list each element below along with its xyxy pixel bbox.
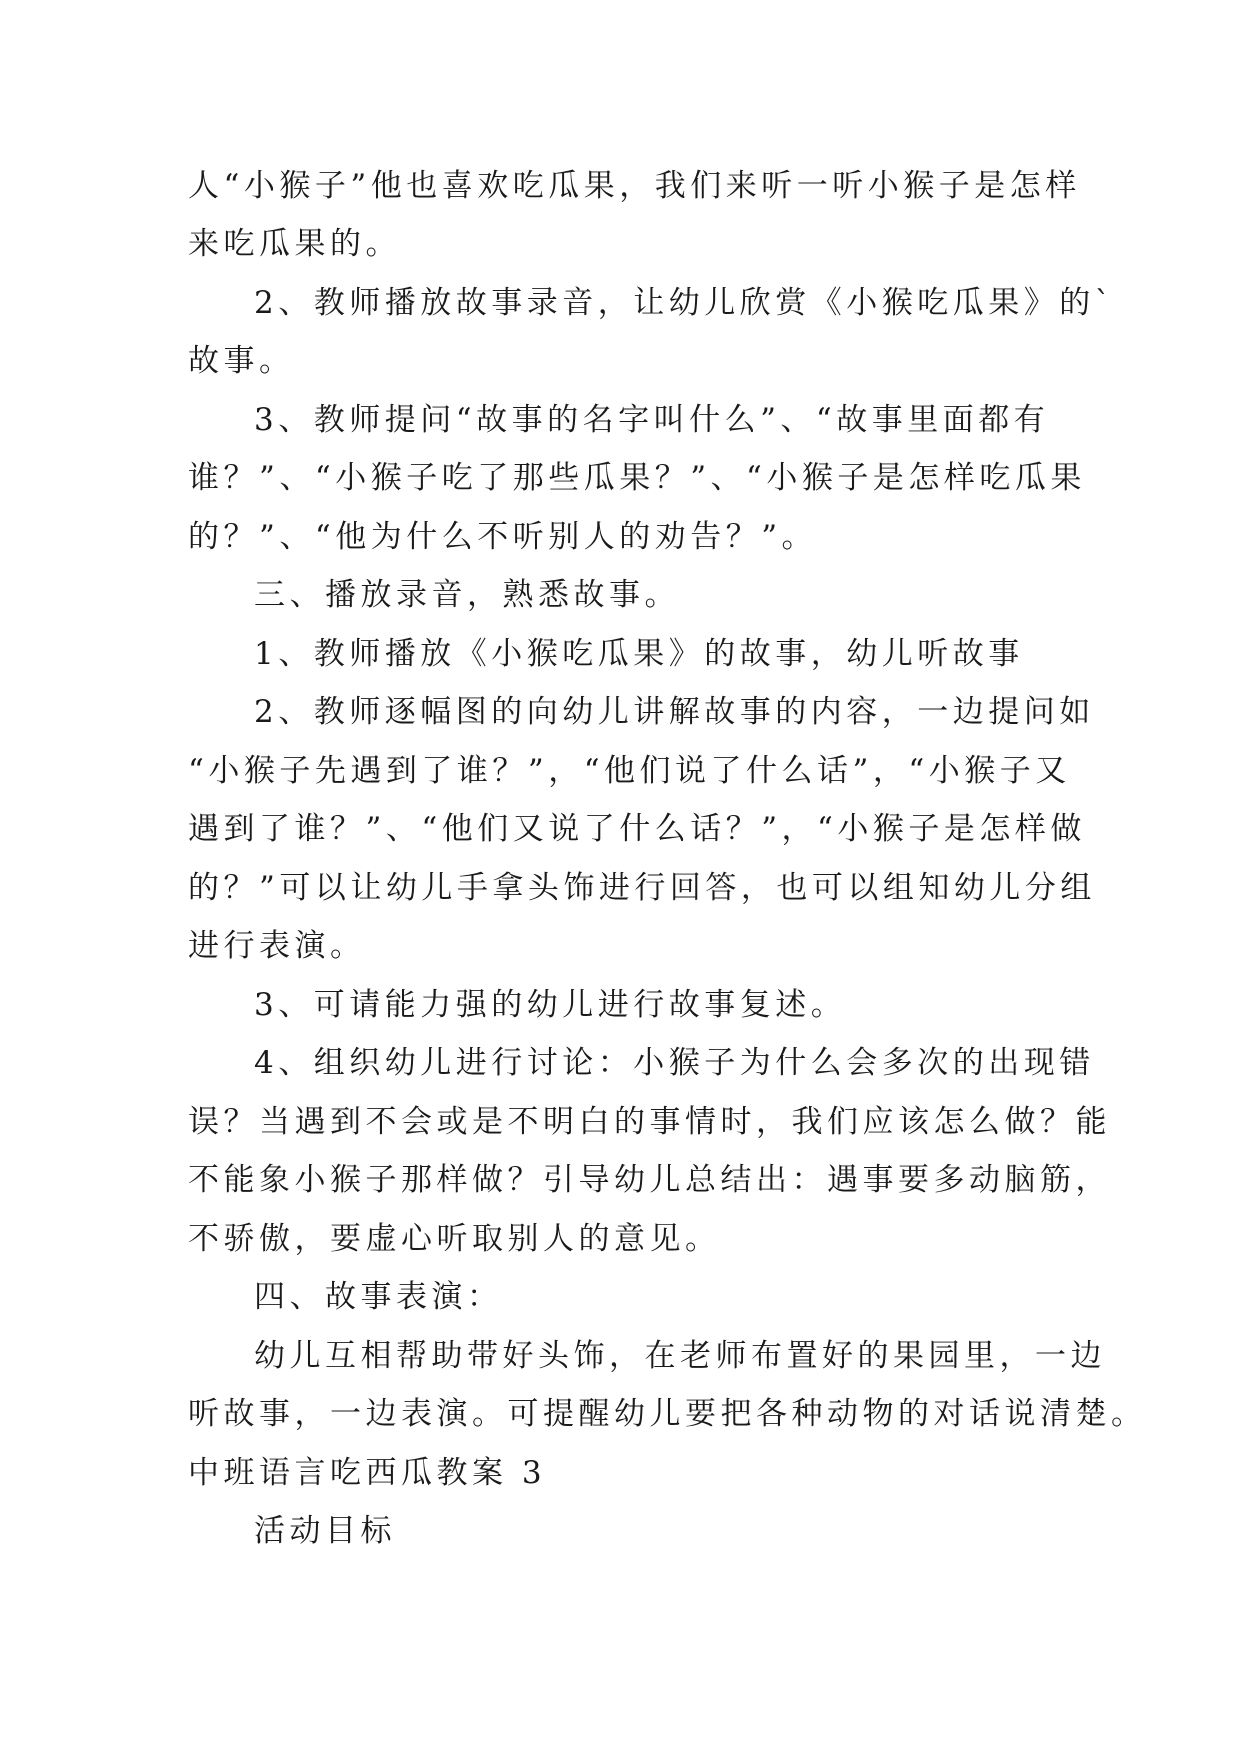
text-line: 3、可请能力强的幼儿进行故事复述。 (254, 987, 847, 1023)
text-line: 2、教师播放故事录音，让幼儿欣赏《小猴吃瓜果》的` (254, 285, 1115, 321)
text-line: 故事。 (188, 343, 295, 379)
text-line: 进行表演。 (188, 928, 366, 964)
text-line: 4、组织幼儿进行讨论：小猴子为什么会多次的出现错 (254, 1045, 1095, 1081)
text-line: 遇到了谁？”、“他们又说了什么话？”，“小猴子是怎样做 (188, 811, 1086, 847)
text-line: 来吃瓜果的。 (188, 226, 401, 262)
text-line: 2、教师逐幅图的向幼儿讲解故事的内容，一边提问如 (254, 694, 1095, 730)
text-line: 幼儿互相帮助带好头饰，在老师布置好的果园里，一边 (254, 1338, 1106, 1374)
text-line: 1、教师播放《小猴吃瓜果》的故事，幼儿听故事 (254, 636, 1024, 672)
section-heading: 四、故事表演： (254, 1279, 503, 1315)
text-line: 听故事，一边表演。可提醒幼儿要把各种动物的对话说清楚。 (188, 1396, 1147, 1432)
section-heading: 三、播放录音，熟悉故事。 (254, 577, 680, 613)
text-line: 不骄傲，要虚心听取别人的意见。 (188, 1221, 721, 1257)
section-heading: 活动目标 (254, 1513, 396, 1549)
text-line: 的？”可以让幼儿手拿头饰进行回答，也可以组知幼儿分组 (188, 870, 1096, 906)
text-line: 3、教师提问“故事的名字叫什么”、“故事里面都有 (254, 402, 1050, 438)
document-title: 中班语言吃西瓜教案 3 (188, 1455, 547, 1491)
text-line: 不能象小猴子那样做？引导幼儿总结出：遇事要多动脑筋， (188, 1162, 1111, 1198)
text-line: 谁？”、“小猴子吃了那些瓜果？”、“小猴子是怎样吃瓜果 (188, 460, 1086, 496)
text-line: 误？当遇到不会或是不明白的事情时，我们应该怎么做？能 (188, 1104, 1111, 1140)
text-line: 的？”、“他为什么不听别人的劝告？”。 (188, 519, 818, 555)
text-line: “小猴子先遇到了谁？”，“他们说了什么话”，“小猴子又 (188, 753, 1071, 789)
text-line: 人“小猴子”他也喜欢吃瓜果，我们来听一听小猴子是怎样 (188, 168, 1081, 204)
